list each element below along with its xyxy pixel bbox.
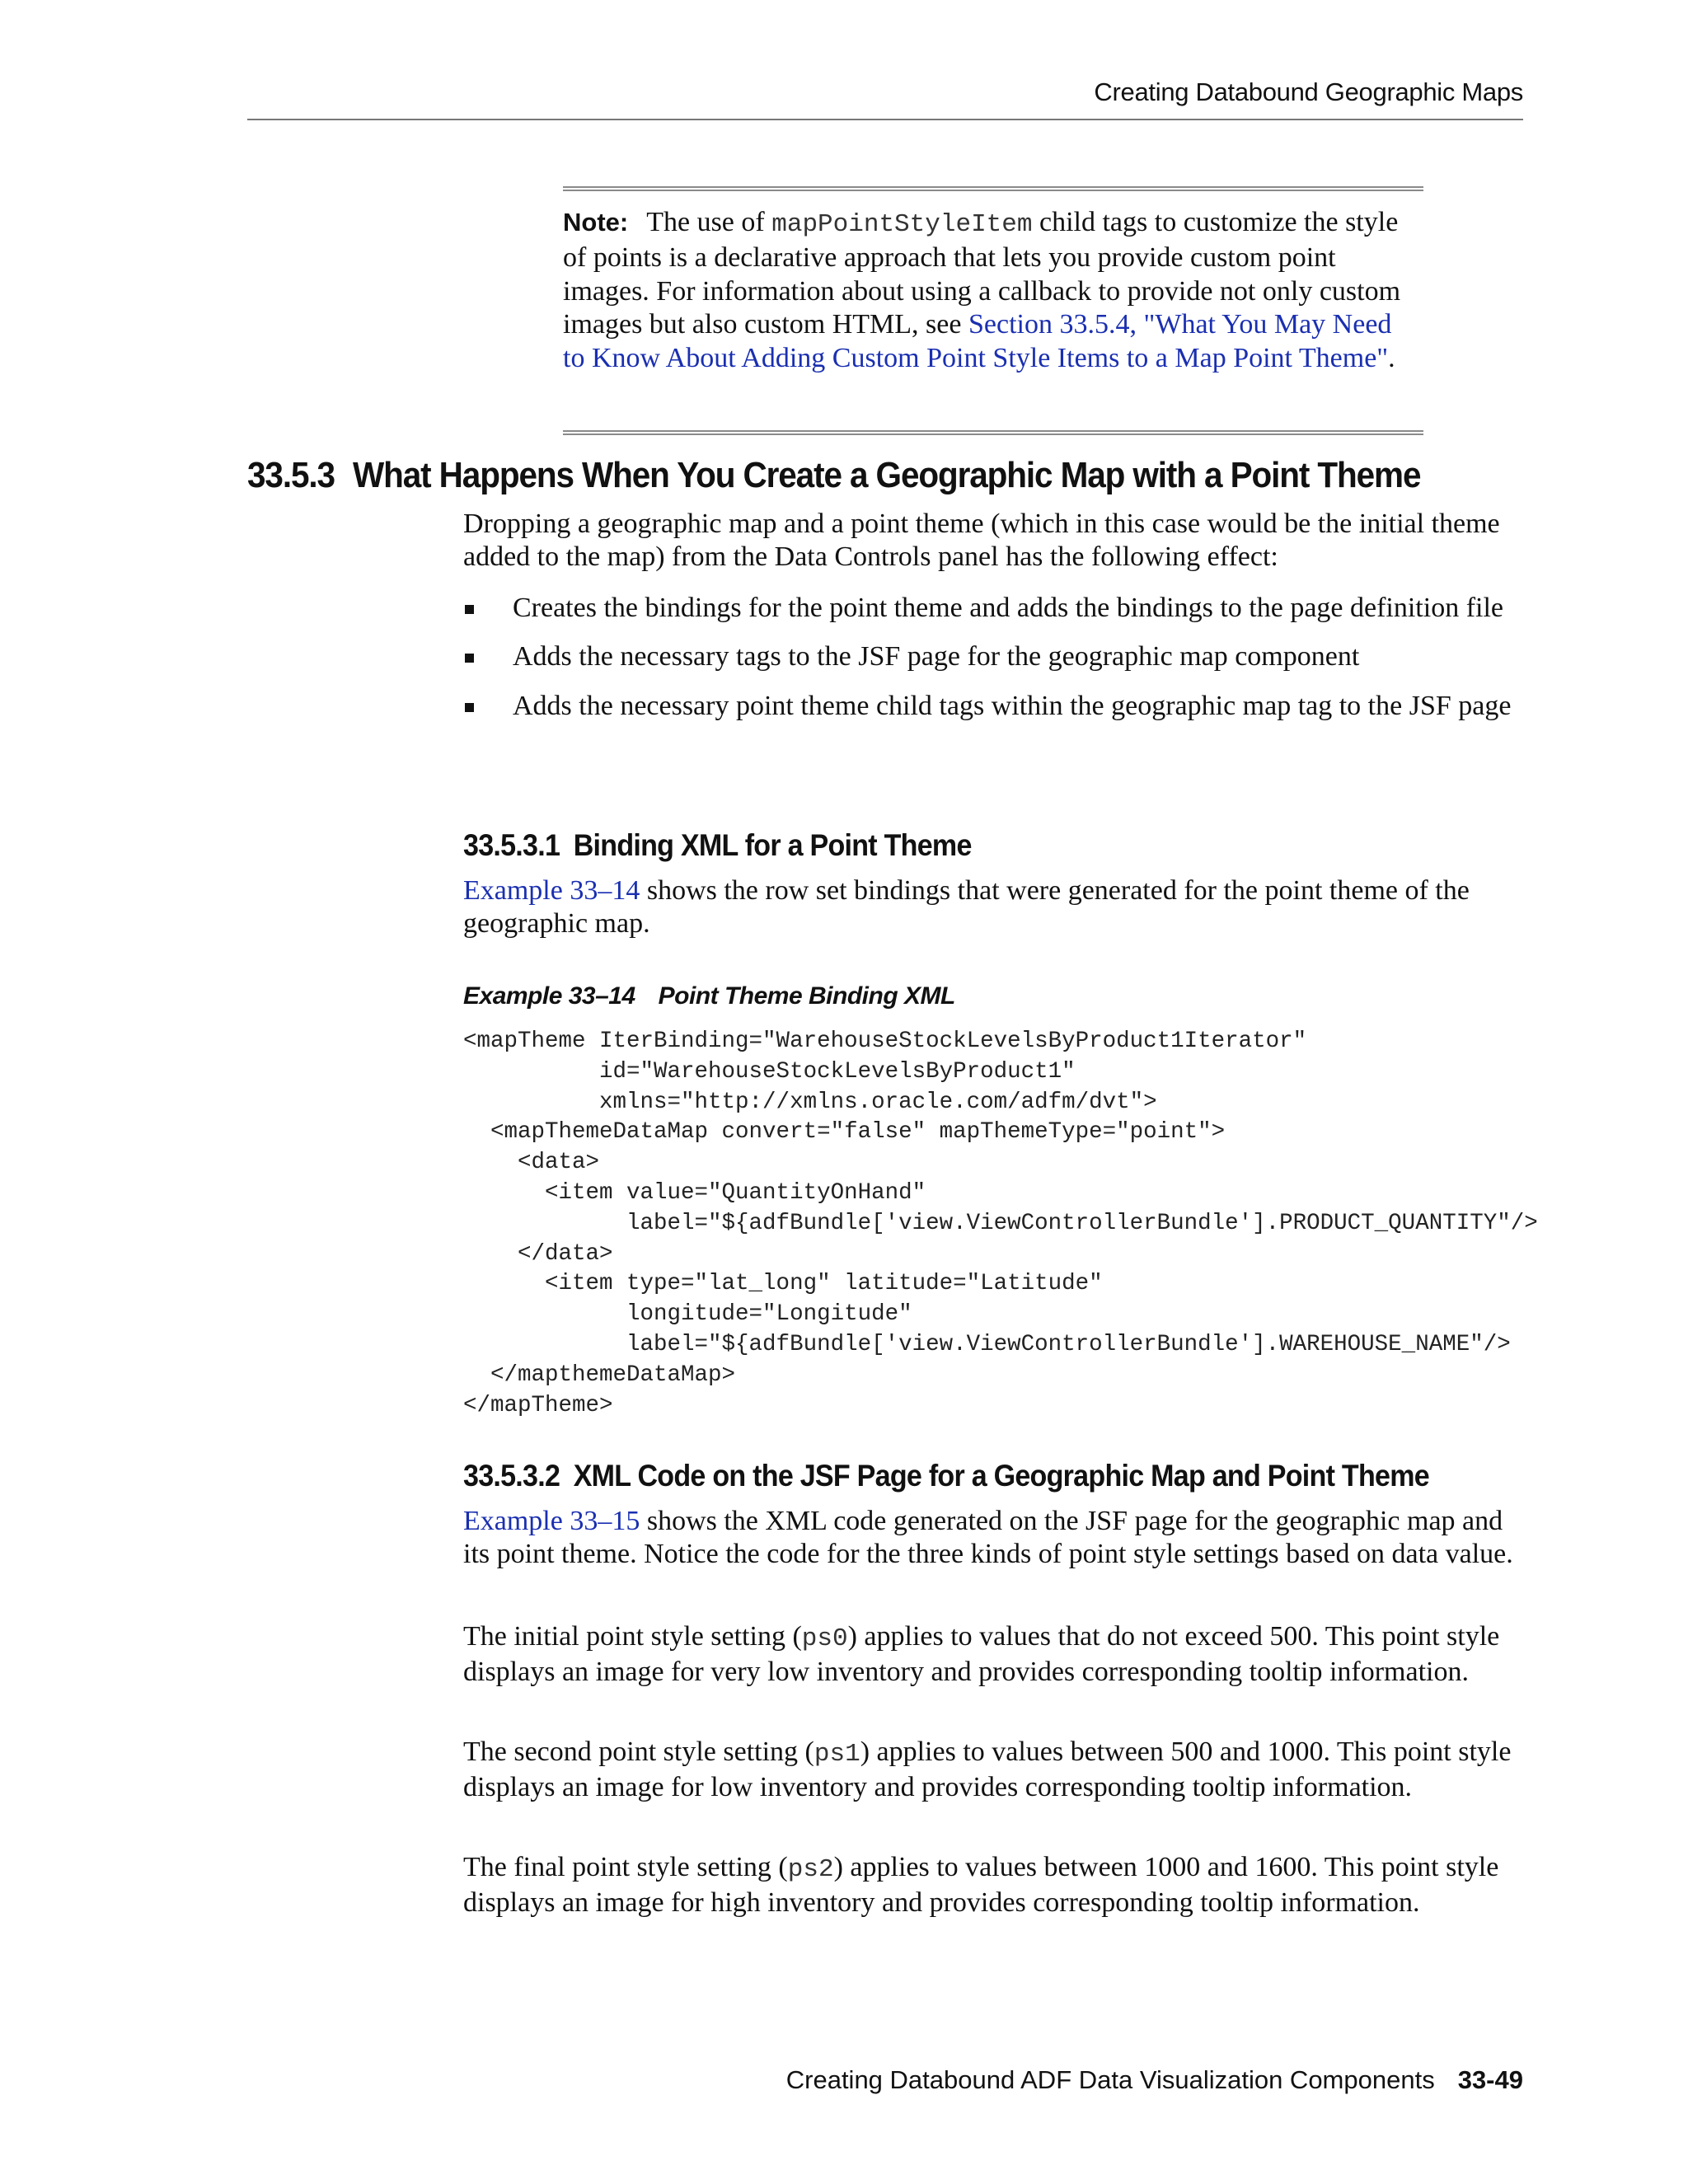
note-text-part-1: The use of [646,207,772,237]
note-section-link[interactable]: Section 33.5.4, "What You May Need to Know About Adding Custom Point Style Items to a Map Point Theme" [563,309,1392,373]
footer-chapter-title: Creating Databound ADF Data Visualization Components [785,2065,1435,2094]
subsection-2-title: XML Code on the JSF Page for a Geographic Map and Point Theme [573,1459,1429,1493]
subsection-1-number: 33.5.3.1 [463,828,560,862]
section-heading [247,455,1420,496]
ps2-text-b: ) applies to values between 1000 and 1600. This point style displays an image for high inventory and provides corresponding tooltip information. [463,1852,1499,1919]
list-item [463,592,1526,625]
subsection-2-text: shows the XML code generated on the JSF page for the geographic map and its point theme. Notice the code for the three kinds of point style settings based on data value. [463,1506,1513,1570]
list-item-text: Adds the necessary point theme child tags within the geographic map tag to the JSF page [513,690,1512,721]
ps1-code: ps1 [814,1740,860,1769]
ps2-text-a: The final point style setting ( [463,1852,788,1882]
example-caption [463,982,955,1010]
subsection-2-paragraph [463,1505,1526,1572]
running-header-title: Creating Databound Geographic Maps [1094,77,1523,106]
section-intro: Dropping a geographic map and a point theme (which in this case would be the initial theme added to the map) from the Data Controls panel has the following effect: [463,509,1500,573]
list-item [463,690,1526,723]
list-item [463,640,1526,673]
bullet-square-icon [465,703,474,712]
list-item-text: Creates the bindings for the point theme and adds the bindings to the page definition file [513,593,1504,623]
ps2-paragraph [463,1851,1526,1920]
ps0-text-a: The initial point style setting ( [463,1621,802,1652]
example-15-link[interactable]: Example 33–15 [463,1506,640,1536]
subsection-1-title: Binding XML for a Point Theme [573,828,972,862]
section-number: 33.5.3 [247,455,335,495]
subsection-1-paragraph [463,874,1526,941]
section-title: What Happens When You Create a Geographic Map with a Point Theme [353,455,1421,495]
example-title: Point Theme Binding XML [658,982,955,1010]
ps1-text-a: The second point style setting ( [463,1736,814,1767]
subsection-2-number: 33.5.3.2 [463,1459,560,1493]
ps1-text-b: ) applies to values between 500 and 1000. This point style displays an image for low inventory and provides corresponding tooltip information. [463,1736,1512,1803]
subsection-2-heading [463,1459,1429,1493]
page-number: 33-49 [1457,2065,1523,2094]
effects-list [463,592,1526,738]
page-footer [786,2065,1523,2095]
ps0-code: ps0 [801,1624,848,1653]
note-inline-code: mapPointStyleItem [771,210,1033,239]
note-text-part-2: child tags to customize the style of points is a declarative approach that lets you provide custom point images. For information about using a callback to provide not only custom images but also custom HTML, see [563,207,1401,340]
subsection-1-text: shows the row set bindings that were generated for the point theme of the geographic map. [463,875,1470,940]
subsection-1-heading [463,828,972,863]
bullet-square-icon [465,605,474,614]
ps0-paragraph [463,1620,1526,1690]
list-item-text: Adds the necessary tags to the JSF page for the geographic map component [513,641,1360,673]
note-label: Note: [563,208,629,237]
note-text [563,206,1412,375]
running-header [247,73,1523,120]
ps2-code: ps2 [787,1855,834,1884]
ps1-paragraph [463,1736,1526,1805]
ps0-text-b: ) applies to values that do not exceed 500. This point style displays an image for very low inventory and provides corresponding tooltip information. [463,1621,1500,1688]
code-block: <mapTheme IterBinding="WarehouseStockLevelsByProduct1Iterator" id="WarehouseStockLevelsByProduct1" xmlns="http://xmlns.oracle.com/adfm/dvt"> <mapThemeDataMap convert="false" mapThemeType="point"> <data> <item value="QuantityOnHand" label="${adfBundle['view.ViewControllerBundle'].PRODUCT_QUANTITY"/> </data> <item type="lat_long" latitude="Latitude" longitude="Longitude" label="${adfBundle['view.ViewControllerBundle'].WAREHOUSE_NAME"/> </mapthemeDataMap> </mapTheme> [463,1029,1538,1418]
note-box [563,186,1423,435]
example-number: Example 33–14 [463,982,635,1010]
note-text-part-3: . [1388,342,1395,373]
bullet-square-icon [465,654,474,663]
example-14-link[interactable]: Example 33–14 [463,875,640,906]
